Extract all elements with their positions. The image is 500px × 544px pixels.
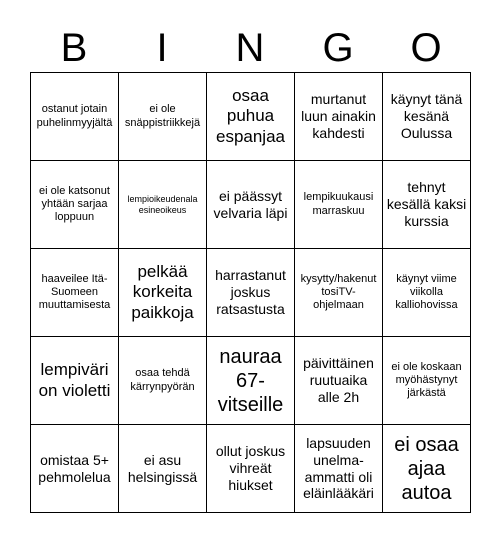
bingo-cell[interactable]: tehnyt kesällä kaksi kurssia <box>383 161 471 249</box>
header-letter-b: B <box>60 26 88 70</box>
bingo-cell[interactable]: lapsuuden unelma-ammatti oli eläinlääkäri <box>295 425 383 513</box>
bingo-cell[interactable]: päivittäinen ruutuaika alle 2h <box>295 337 383 425</box>
bingo-cell[interactable]: ei asu helsingissä <box>119 425 207 513</box>
bingo-cell[interactable]: ollut joskus vihreät hiukset <box>207 425 295 513</box>
bingo-cell[interactable]: kysytty/hakenut tosiTV-ohjelmaan <box>295 249 383 337</box>
bingo-cell[interactable]: haaveilee Itä-Suomeen muuttamisesta <box>31 249 119 337</box>
bingo-cell[interactable]: osaa tehdä kärrynpyörän <box>119 337 207 425</box>
bingo-header <box>30 24 470 72</box>
header-letter-i: I <box>156 26 168 70</box>
bingo-cell[interactable]: osaa puhua espanjaa <box>207 73 295 161</box>
bingo-cell[interactable]: omistaa 5+ pehmolelua <box>31 425 119 513</box>
bingo-cell[interactable]: ei ole snäppistriikkejä <box>119 73 207 161</box>
bingo-cell[interactable]: käynyt viime viikolla kalliohovissa <box>383 249 471 337</box>
bingo-cell[interactable]: ostanut jotain puhelinmyyjältä <box>31 73 119 161</box>
bingo-cell[interactable]: ei päässyt velvaria läpi <box>207 161 295 249</box>
bingo-cell[interactable]: pelkää korkeita paikkoja <box>119 249 207 337</box>
bingo-cell[interactable]: ei ole katsonut yhtään sarjaa loppuun <box>31 161 119 249</box>
bingo-cell[interactable]: lempiväri on violetti <box>31 337 119 425</box>
bingo-grid <box>30 72 471 513</box>
bingo-cell[interactable]: murtanut luun ainakin kahdesti <box>295 73 383 161</box>
bingo-cell[interactable]: ei ole koskaan myöhästynyt järkästä <box>383 337 471 425</box>
bingo-cell[interactable]: ei osaa ajaa autoa <box>383 425 471 513</box>
bingo-cell[interactable]: lempioikeudenala esineoikeus <box>119 161 207 249</box>
header-letter-g: G <box>322 26 354 70</box>
header-letter-n: N <box>235 26 265 70</box>
bingo-cell[interactable]: harrastanut joskus ratsastusta <box>207 249 295 337</box>
bingo-cell[interactable]: lempikuukausi marraskuu <box>295 161 383 249</box>
bingo-cell[interactable]: nauraa 67-vitseille <box>207 337 295 425</box>
header-letter-o: O <box>410 26 442 70</box>
bingo-cell[interactable]: käynyt tänä kesänä Oulussa <box>383 73 471 161</box>
